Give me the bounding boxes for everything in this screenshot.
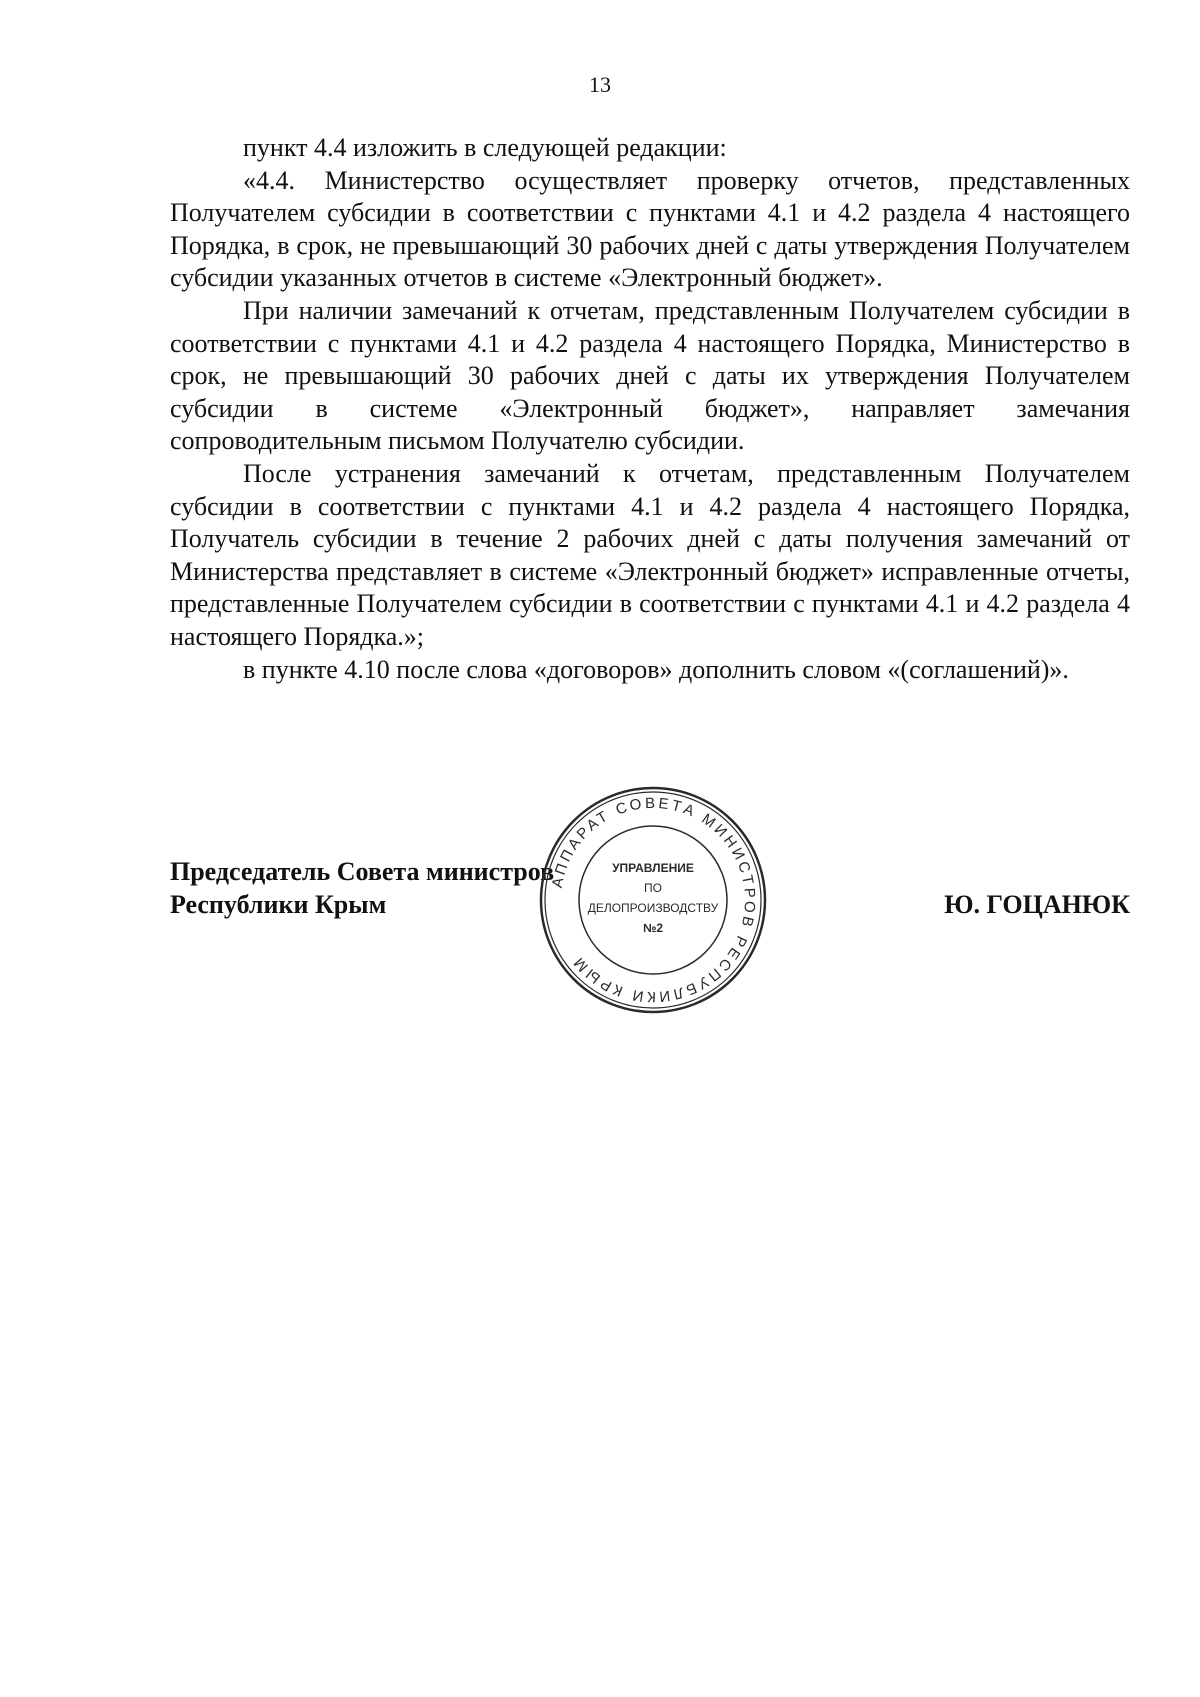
paragraph-remarks: При наличии замечаний к отчетам, представленным Получателем субсидии в соответствии с пунктами 4.1 и 4.2 раздела 4 настоящего Порядка, Министерство в срок, не превышающий 30 рабочих дней с даты их утверждения Получателем субсидии в системе «Электронный бюджет», направляет замечания сопроводительным письмом Получателю субсидии. xyxy=(170,295,1130,456)
intro-line: пункт 4.4 изложить в следующей редакции: xyxy=(243,133,727,162)
stamp-line3: ДЕЛОПРОИЗВОДСТВУ xyxy=(587,901,719,915)
stamp-inner-ring xyxy=(579,826,727,974)
paragraph-4-10: в пункте 4.10 после слова «договоров» дополнить словом «(соглашений)». xyxy=(243,654,1069,684)
signatory-title-line2: Республики Крым xyxy=(170,890,387,919)
stamp-line1: УПРАВЛЕНИЕ xyxy=(612,861,694,875)
stamp-outer-text: АППАРАТ СОВЕТА МИНИСТРОВ РЕСПУБЛИКИ КРЫМ xyxy=(548,794,759,1006)
paragraph-4-4: «4.4. Министерство осуществляет проверку отчетов, представленных Получателем субсидии в соответствии с пунктами 4.1 и 4.2 раздела 4 настоящего Порядка, в срок, не превышающий 30 рабочих дней с даты утверждения Получателем субсидии указанных отчетов в системе «Электронный бюджет». xyxy=(170,165,1130,293)
stamp-line4: №2 xyxy=(642,921,664,935)
signatory-title-line1: Председатель Совета министров xyxy=(170,857,555,886)
paragraph-corrections: После устранения замечаний к отчетам, представленным Получателем субсидии в соответствии с пунктами 4.1 и 4.2 раздела 4 настоящего Порядка, Получатель субсидии в течение 2 рабочих дней с даты получения замечаний от Министерства представляет в системе «Электронный бюджет» исправленные отчеты, представленные Получателем субсидии в соответствии с пунктами 4.1 и 4.2 раздела 4 настоящего Порядка.»; xyxy=(170,458,1130,651)
stamp-outer-ring-2 xyxy=(545,792,761,1008)
official-stamp xyxy=(533,780,773,1020)
stamp-line2: ПО xyxy=(644,881,662,895)
page-number: 13 xyxy=(589,72,611,97)
document-body xyxy=(170,132,1130,686)
signatory-name: Ю. ГОЦАНЮК xyxy=(944,890,1130,919)
stamp-outer-ring xyxy=(541,788,765,1012)
